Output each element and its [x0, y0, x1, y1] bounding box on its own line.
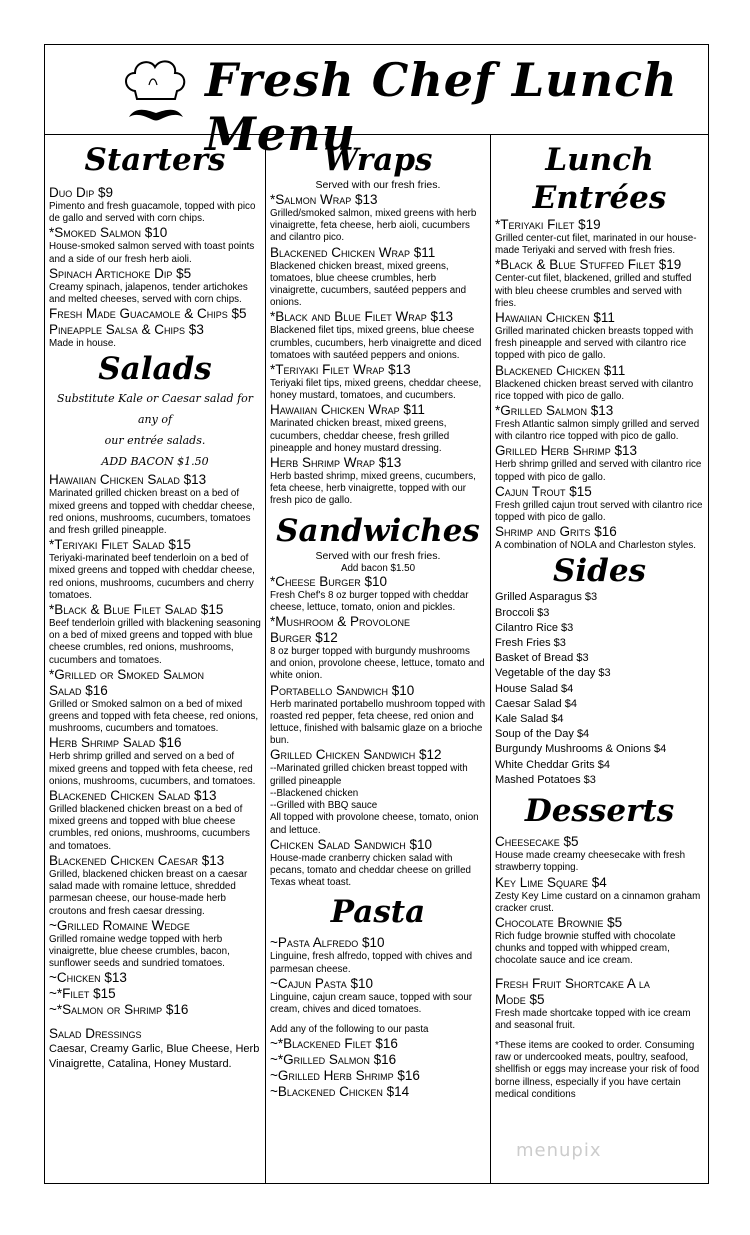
- item-description: House-made cranberry chicken salad with pecans, tomato and cheddar cheese on grilled Texas wheat toast.: [270, 852, 471, 889]
- salad-addon: ~*Salmon or Shrimp $16: [49, 1002, 189, 1018]
- list-item: [49, 788, 261, 853]
- list-item: [495, 834, 704, 874]
- salads-note: Substitute Kale or Caesar salad for any of: [56, 392, 254, 427]
- item-description: Linguine, cajun cream sauce, topped with sour cream, chives and diced tomatoes.: [270, 991, 473, 1015]
- item-name: Blackened Chicken Salad $13: [49, 788, 217, 804]
- list-item: [49, 185, 261, 225]
- item-name: *Cheese Burger $10: [270, 573, 388, 589]
- list-item: [495, 484, 704, 524]
- list-item: [270, 192, 486, 245]
- item-description: All topped with provolone cheese, tomato, onion and lettuce.: [270, 812, 479, 836]
- list-item: [49, 735, 261, 788]
- pasta-addon: ~*Blackened Filet $16: [270, 1036, 398, 1052]
- item-description: Blackened chicken breast served with cilantro rice topped with pico de gallo.: [495, 378, 694, 402]
- item-name: Key Lime Square $4: [495, 874, 607, 890]
- item-description: Grilled, blackened chicken breast on a caesar salad made with romaine lettuce, shredded parmesan cheese, our house-made herb croutons and fresh caesar dressing.: [49, 868, 248, 917]
- section-title-salads: Salads: [98, 351, 212, 388]
- item-description: A combination of NOLA and Charleston styles.: [495, 540, 696, 552]
- salads-note: ADD BACON $1.50: [101, 455, 209, 469]
- side-item: White Cheddar Grits $4: [495, 758, 610, 771]
- wraps-note: Served with our fresh fries.: [315, 179, 441, 191]
- item-name: ~Pasta Alfredo $10: [270, 935, 385, 951]
- menu-page: [44, 44, 709, 1184]
- side-item: Grilled Asparagus $3: [495, 591, 598, 604]
- item-name: Portabello Sandwich $10: [270, 682, 415, 698]
- pasta-addon: ~Blackened Chicken $14: [270, 1084, 410, 1100]
- side-item: Cilantro Rice $3: [495, 621, 574, 634]
- section-title-pasta: Pasta: [330, 894, 426, 931]
- list-item: [270, 455, 486, 508]
- list-item: [495, 363, 704, 403]
- menu-title: Fresh Chef Lunch Menu: [205, 53, 678, 161]
- side-item: Vegetable of the day $3: [495, 667, 611, 680]
- list-item: [495, 875, 704, 915]
- item-description: Zesty Key Lime custard on a cinnamon graham cracker crust.: [495, 890, 701, 914]
- item-name: *Salmon Wrap $13: [270, 192, 378, 207]
- item-name: Hawaiian Chicken Wrap $11: [270, 402, 425, 418]
- list-item: [49, 306, 261, 322]
- list-item: [495, 976, 704, 1032]
- pasta-addon: ~Grilled Herb Shrimp $16: [270, 1068, 420, 1084]
- item-name: Herb Shrimp Wrap $13: [270, 455, 402, 471]
- list-item: [49, 602, 261, 667]
- item-description: Grilled marinated chicken breasts topped with fresh pineapple and served with cilantro rice topped with pico de gallo.: [495, 326, 694, 362]
- item-description: Creamy spinach, jalapenos, tender artichokes and melted cheeses, served with corn chips.: [49, 281, 248, 306]
- sandwiches-note: Add bacon $1.50: [340, 562, 416, 574]
- item-name: Grilled Herb Shrimp $13: [495, 443, 638, 459]
- item-description: House made creamy cheesecake with fresh strawberry topping.: [495, 850, 686, 874]
- item-name: ~Grilled Romaine Wedge: [49, 917, 190, 933]
- side-item: Caesar Salad $4: [495, 697, 577, 710]
- item-name: Pineapple Salsa & Chips $3: [49, 322, 204, 338]
- side-item: Burgundy Mushrooms & Onions $4: [495, 743, 667, 756]
- item-name: Fresh Fruit Shortcake A la: [495, 975, 650, 991]
- item-description: Grilled romaine wedge topped with herb vinaigrette, blue cheese crumbles, bacon, sunflower seeds and sundried tomatoes.: [49, 933, 230, 970]
- list-item: [270, 402, 486, 455]
- side-item: Basket of Bread $3: [495, 652, 589, 665]
- chef-hat-mustache-icon: [121, 55, 191, 127]
- list-item: [495, 310, 704, 363]
- side-item: Mashed Potatoes $3: [495, 773, 596, 786]
- section-title-entrees: Lunch Entrées: [532, 142, 667, 216]
- item-name: *Mushroom & Provolone: [270, 614, 411, 630]
- item-name: Fresh Made Guacamole & Chips $5: [49, 306, 247, 322]
- list-item: [49, 667, 261, 736]
- item-name: *Teriyaki Filet Salad $15: [49, 537, 191, 553]
- list-item: [270, 362, 486, 402]
- item-description: Pimento and fresh guacamole, topped with pico de gallo and served with corn chips.: [49, 201, 256, 225]
- item-description: House-smoked salmon served with toast points and a side of our fresh herb aioli.: [49, 241, 255, 265]
- item-name: Chicken Salad Sandwich $10: [270, 836, 433, 852]
- item-description: Made in house.: [49, 338, 116, 350]
- item-name: *Black & Blue Stuffed Filet $19: [495, 257, 682, 273]
- list-item: [49, 853, 261, 918]
- column-starters-salads: [45, 135, 266, 1183]
- item-name: Herb Shrimp Salad $16: [49, 735, 182, 751]
- item-description: --Grilled with BBQ sauce: [270, 800, 378, 812]
- item-description: Teriyaki-marinated beef tenderloin on a bed of mixed greens and topped with cheddar cheese, red onions, mushrooms, cucumbers and cherry tomatoes.: [49, 553, 255, 601]
- side-item: Soup of the Day $4: [495, 728, 590, 741]
- item-name: Blackened Chicken Caesar $13: [49, 852, 225, 868]
- item-description: Blackened filet tips, mixed greens, blue cheese crumbles, cucumbers, herb vinaigrette and diced tomatoes with sautéed peppers and onions.: [270, 325, 482, 361]
- list-item: [49, 266, 261, 306]
- salads-note: our entrée salads.: [104, 434, 206, 448]
- list-item: [270, 683, 486, 748]
- item-name: Hawaiian Chicken $11: [495, 310, 615, 326]
- sandwiches-note: Served with our fresh fries.: [315, 549, 441, 562]
- item-name: Salad $16: [49, 682, 108, 698]
- pasta-addon: ~*Grilled Salmon $16: [270, 1052, 397, 1068]
- item-description: Teriyaki filet tips, mixed greens, cheddar cheese, honey mustard, tomatoes, and cucumbers.: [270, 378, 482, 402]
- item-description: 8 oz burger topped with burgundy mushrooms and onion, provolone cheese, lettuce, tomato and white onion.: [270, 646, 485, 682]
- item-name: Burger $12: [270, 630, 338, 646]
- item-name: *Teriyaki Filet Wrap $13: [270, 362, 411, 378]
- item-description: --Marinated grilled chicken breast topped with grilled pineapple: [270, 763, 468, 787]
- item-name: *Smoked Salmon $10: [49, 225, 168, 241]
- pasta-add-note: Add any of the following to our pasta: [270, 1024, 429, 1036]
- list-item: [270, 245, 486, 310]
- list-item: [49, 225, 261, 265]
- side-item: Kale Salad $4: [495, 713, 564, 726]
- item-description: Rich fudge brownie stuffed with chocolate chunks and topped with whipped cream, chocolate sauce and ice cream.: [495, 930, 676, 967]
- item-name: Mode $5: [495, 991, 545, 1007]
- item-name: *Black and Blue Filet Wrap $13: [270, 309, 454, 325]
- item-description: Grilled blackened chicken breast on a bed of mixed greens and topped with blue cheese crumbles, red onions, mushrooms, cucumbers and tomatoes.: [49, 804, 250, 852]
- item-name: Chocolate Brownie $5: [495, 914, 623, 930]
- item-name: Spinach Artichoke Dip $5: [49, 265, 192, 281]
- item-name: *Black & Blue Filet Salad $15: [49, 602, 224, 618]
- side-item: Fresh Fries $3: [495, 637, 566, 650]
- item-name: *Teriyaki Filet $19: [495, 217, 601, 232]
- item-description: Grilled center-cut filet, marinated in our house-made Teriyaki and served with fresh fries.: [495, 233, 697, 257]
- list-item: [270, 976, 486, 1016]
- section-title-wraps: Wraps: [323, 142, 433, 178]
- item-description: Fresh made shortcake topped with ice cream and seasonal fruit.: [495, 1007, 691, 1031]
- column-wraps-sandwiches-pasta: [266, 135, 491, 1183]
- section-title-sides: Sides: [552, 553, 646, 590]
- item-name: Grilled Chicken Sandwich $12: [270, 747, 442, 763]
- watermark: menupix: [516, 1140, 602, 1161]
- item-name: Cajun Trout $15: [495, 483, 592, 499]
- section-title-desserts: Desserts: [524, 793, 675, 830]
- item-description: Fresh Atlantic salmon simply grilled and served with cilantro rice topped with pico de gallo.: [495, 419, 700, 443]
- section-title-sandwiches: Sandwiches: [276, 512, 480, 549]
- item-name: Blackened Chicken $11: [495, 362, 626, 378]
- item-description: Marinated chicken breast, mixed greens, cucumbers, cheddar cheese, fresh grilled pineapple and honey mustard dressing.: [270, 418, 450, 454]
- item-description: Beef tenderloin grilled with blackening seasoning on a bed of mixed greens and topped with blue cheese crumbles, red onions, mushrooms, cucumbers and tomatoes.: [49, 618, 261, 666]
- item-description: Herb shrimp grilled and served with cilantro rice topped with pico de gallo.: [495, 459, 702, 483]
- list-item: [270, 747, 486, 836]
- list-item: [270, 837, 486, 890]
- salad-addon: ~Chicken $13: [49, 970, 127, 986]
- list-item: [270, 614, 486, 683]
- list-item: [270, 574, 486, 614]
- item-description: Fresh grilled cajun trout served with cilantro rice topped with pico de gallo.: [495, 499, 703, 524]
- item-description: Herb marinated portabello mushroom topped with roasted red pepper, feta cheese, red onion and lettuce, finished with balsamic glaze on a brioche bun.: [270, 698, 486, 747]
- item-description: Herb shrimp grilled and served on a bed of mixed greens and topped with feta cheese, red onions, mushrooms, cucumbers, and tomatoes.: [49, 751, 256, 787]
- list-item: [270, 935, 486, 975]
- list-item: [49, 918, 261, 971]
- dressings-list: Caesar, Creamy Garlic, Blue Cheese, Herb Vinaigrette, Catalina, Honey Mustard.: [49, 1043, 260, 1071]
- item-name: Duo Dip $9: [49, 185, 114, 200]
- item-description: Herb basted shrimp, mixed greens, cucumbers, feta cheese, herb vinaigrette, topped with our fresh pico de gallo.: [270, 471, 476, 507]
- item-name: Blackened Chicken Wrap $11: [270, 244, 436, 260]
- list-item: [49, 537, 261, 602]
- item-name: Hawaiian Chicken Salad $13: [49, 472, 207, 488]
- side-item: House Salad $4: [495, 682, 574, 695]
- item-name: Shrimp and Grits $16: [495, 524, 617, 540]
- item-description: Linguine, fresh alfredo, topped with chives and parmesan cheese.: [270, 951, 473, 975]
- item-description: Marinated grilled chicken breast on a bed of mixed greens and topped with cheddar cheese, red onions, mushrooms, cucumbers, tomatoes and fresh grilled pineapple.: [49, 488, 255, 537]
- item-description: Blackened chicken breast, mixed greens, tomatoes, blue cheese crumbles, herb vinaigrette, cucumbers, sautéed peppers and onions.: [270, 260, 467, 309]
- dressings-title: Salad Dressings: [49, 1026, 142, 1042]
- list-item: [49, 322, 261, 350]
- list-item: [495, 524, 704, 552]
- item-description: Grilled/smoked salmon, mixed greens with herb vinaigrette, feta cheese, herb aioli, cucumbers and cilantro pico.: [270, 208, 477, 244]
- salad-addon: ~*Filet $15: [49, 986, 116, 1002]
- item-name: *Grilled Salmon $13: [495, 403, 614, 419]
- item-description: Grilled or Smoked salmon on a bed of mixed greens and topped with feta cheese, red onions, mushrooms, cucumbers and tomatoes.: [49, 698, 259, 735]
- list-item: [495, 217, 704, 257]
- list-item: [495, 403, 704, 443]
- list-item: [495, 257, 704, 310]
- list-item: [495, 443, 704, 483]
- list-item: [270, 309, 486, 362]
- disclaimer: *These items are cooked to order. Consuming raw or undercooked meats, poultry, seafood, shellfish or eggs may increase your risk of food borne illness, especially if you have certain medical conditions: [495, 1039, 700, 1100]
- item-name: ~Cajun Pasta $10: [270, 975, 374, 991]
- item-description: --Blackened chicken: [270, 787, 359, 799]
- section-title-starters: Starters: [84, 142, 226, 178]
- list-item: [495, 915, 704, 968]
- side-item: Broccoli $3: [495, 606, 550, 619]
- item-description: Fresh Chef's 8 oz burger topped with cheddar cheese, lettuce, tomato, onion and pickles.: [270, 589, 469, 613]
- item-description: Center-cut filet, blackened, grilled and stuffed with bleu cheese crumbles and served with fries.: [495, 273, 692, 309]
- column-entrees-sides-desserts: [491, 135, 708, 1183]
- list-item: [49, 472, 261, 537]
- item-name: Cheesecake $5: [495, 834, 579, 850]
- item-name: *Grilled or Smoked Salmon: [49, 666, 205, 682]
